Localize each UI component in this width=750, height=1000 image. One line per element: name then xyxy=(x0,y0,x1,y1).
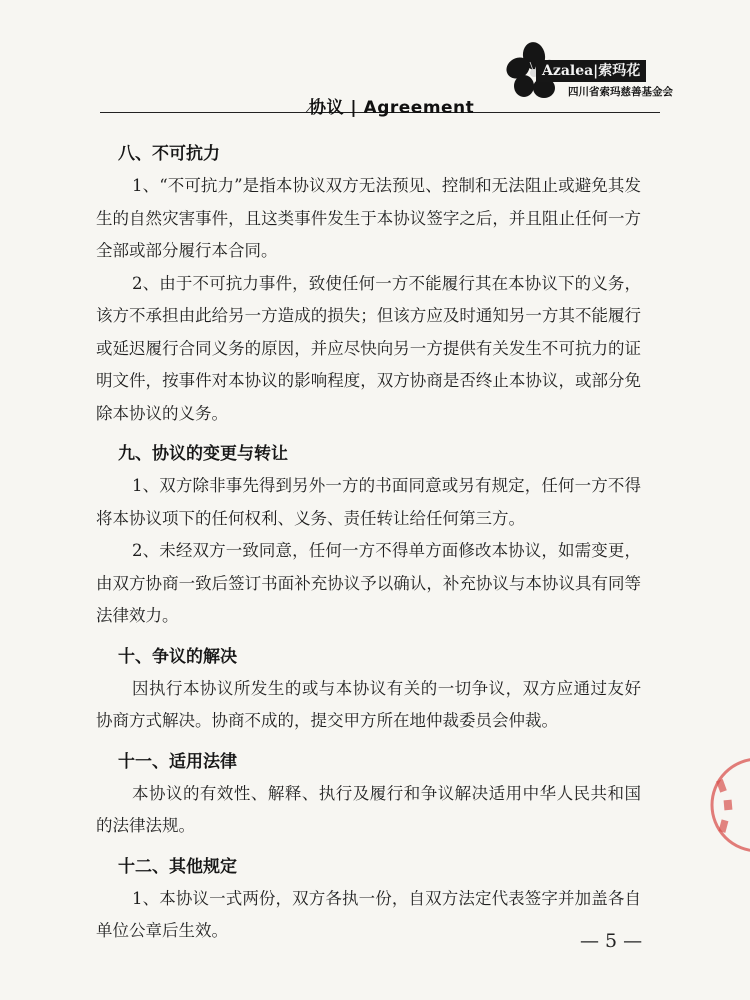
paragraph: 1、双方除非事先得到另外一方的书面同意或另有规定，任何一方不得将本协议项下的任何权利、义务、责任转让给任何第三方。 xyxy=(96,476,641,528)
official-seal-stamp xyxy=(700,750,750,860)
paragraph: 因执行本协议所发生的或与本协议有关的一切争议，双方应通过友好协商方式解决。协商不成的，提交甲方所在地仲裁委员会仲裁。 xyxy=(96,678,641,730)
section-force-majeure xyxy=(96,138,641,430)
section-heading: 八、不可抗力 xyxy=(118,144,220,164)
page-number: — 5 — xyxy=(580,930,643,952)
logo-subtitle: 四川省索玛慈善基金会 xyxy=(568,86,673,98)
paragraph: 1、“不可抗力”是指本协议双方无法预见、控制和无法阻止或避免其发生的自然灾害事件，且这类事件发生于本协议签字之后，并且阻止任何一方全部或部分履行本合同。 xyxy=(96,176,641,260)
scan-artifact xyxy=(355,4,425,18)
section-applicable-law xyxy=(96,746,641,843)
paragraph: 1、本协议一式两份，双方各执一份，自双方法定代表签字并加盖各自单位公章后生效。 xyxy=(96,888,641,940)
header-title: 协议 | Agreement xyxy=(309,98,475,118)
section-heading: 十、争议的解决 xyxy=(118,646,237,667)
section-dispute-resolution xyxy=(96,641,641,738)
agreement-body xyxy=(96,130,641,948)
paragraph: 本协议的有效性、解释、执行及履行和争议解决适用中华人民共和国的法律法规。 xyxy=(96,783,641,835)
section-other-provisions xyxy=(96,851,641,948)
section-heading: 十一、适用法律 xyxy=(118,751,237,772)
paragraph: 2、由于不可抗力事件，致使任何一方不能履行其在本协议下的义务，该方不承担由此给另一方造成的损失；但该方应及时通知另一方其不能履行或延迟履行合同义务的原因，并应尽快向另一方提供有关发生不可抗力的证明文件，按事件对本协议的影响程度，双方协商是否终止本协议，或部分免除本协议的义务。 xyxy=(96,273,641,423)
logo-name: Azalea|索玛花 xyxy=(536,60,646,82)
foundation-logo xyxy=(500,40,673,104)
section-heading: 九、协议的变更与转让 xyxy=(118,444,288,464)
section-heading: 十二、其他规定 xyxy=(118,856,237,877)
paragraph: 2、未经双方一致同意，任何一方不得单方面修改本协议，如需变更，由双方协商一致后签订书面补充协议予以确认，补充协议与本协议具有同等法律效力。 xyxy=(96,541,641,625)
section-amendment-transfer xyxy=(96,438,641,633)
